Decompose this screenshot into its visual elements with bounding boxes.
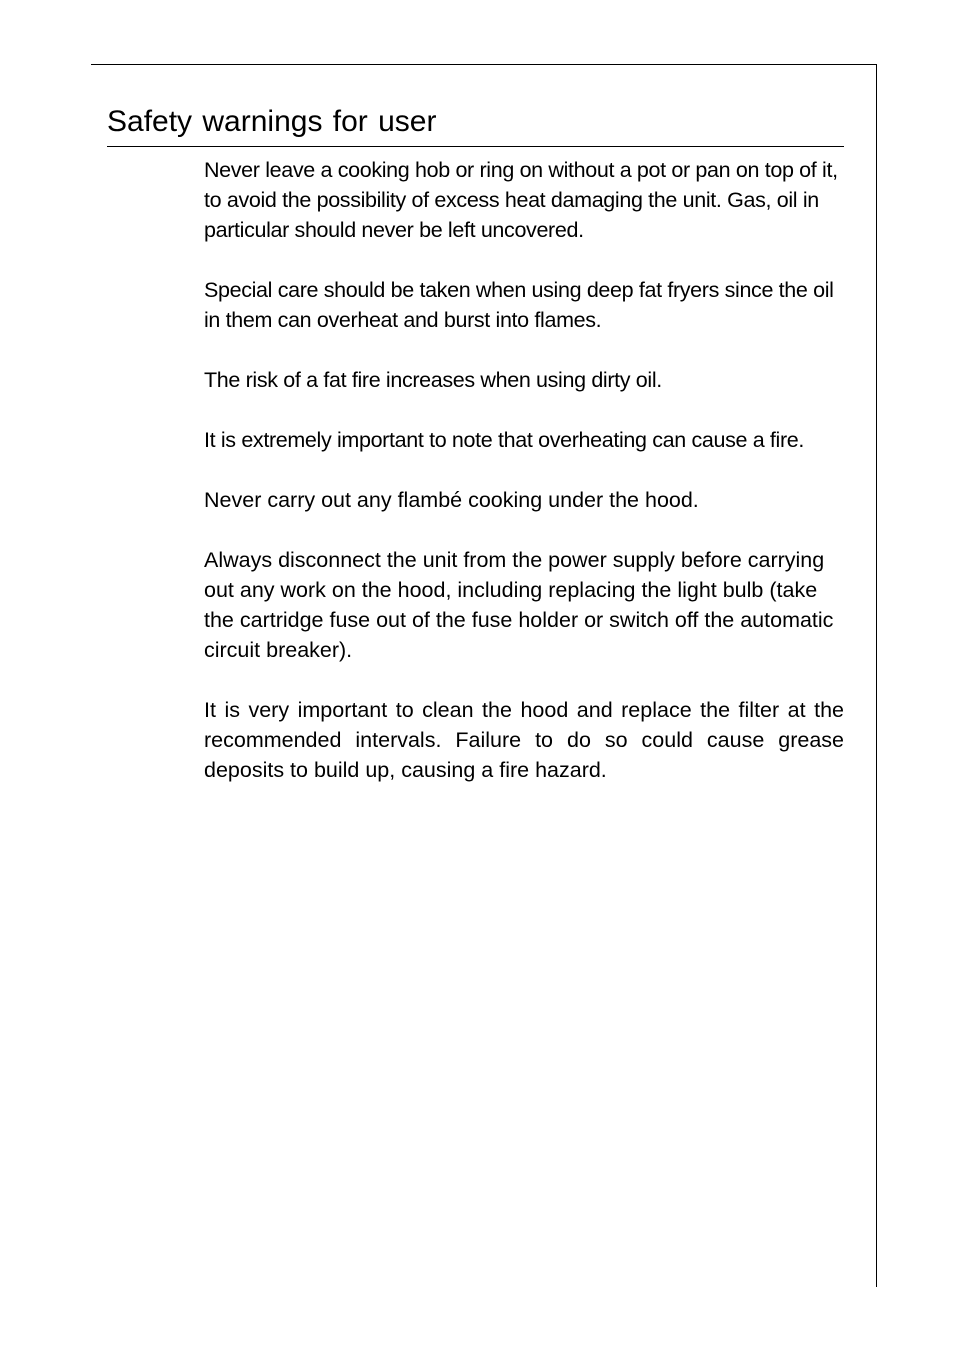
- paragraph-disconnect-power: Always disconnect the unit from the power supply before carrying out any work on the hood, including replacing the light bulb (take the cartridge fuse out of the fuse holder or switch off the automatic circuit breaker).: [204, 548, 834, 662]
- paragraph-hob-warning: Never leave a cooking hob or ring on without a pot or pan on top of it, to avoid the possibility of excess heat damaging the unit. Gas, oil in particular should never be left uncovered.: [204, 158, 838, 242]
- page-top-rule: [91, 64, 877, 65]
- page-right-rule: [876, 64, 877, 1287]
- section-title: Safety warnings for user: [107, 105, 437, 138]
- paragraph-dirty-oil: The risk of a fat fire increases when using dirty oil.: [204, 368, 662, 392]
- title-underline: [107, 146, 844, 147]
- paragraph-clean-filter: It is very important to clean the hood and replace the filter at the recommended intervals. Failure to do so could cause grease deposits to build up, causing a fire hazard.: [204, 698, 844, 782]
- paragraph-flambe: Never carry out any flambé cooking under the hood.: [204, 488, 699, 512]
- warnings-body: [204, 155, 844, 815]
- paragraph-overheating: It is extremely important to note that overheating can cause a fire.: [204, 428, 805, 452]
- paragraph-deep-fat-fryers: Special care should be taken when using deep fat fryers since the oil in them can overheat and burst into flames.: [204, 278, 834, 332]
